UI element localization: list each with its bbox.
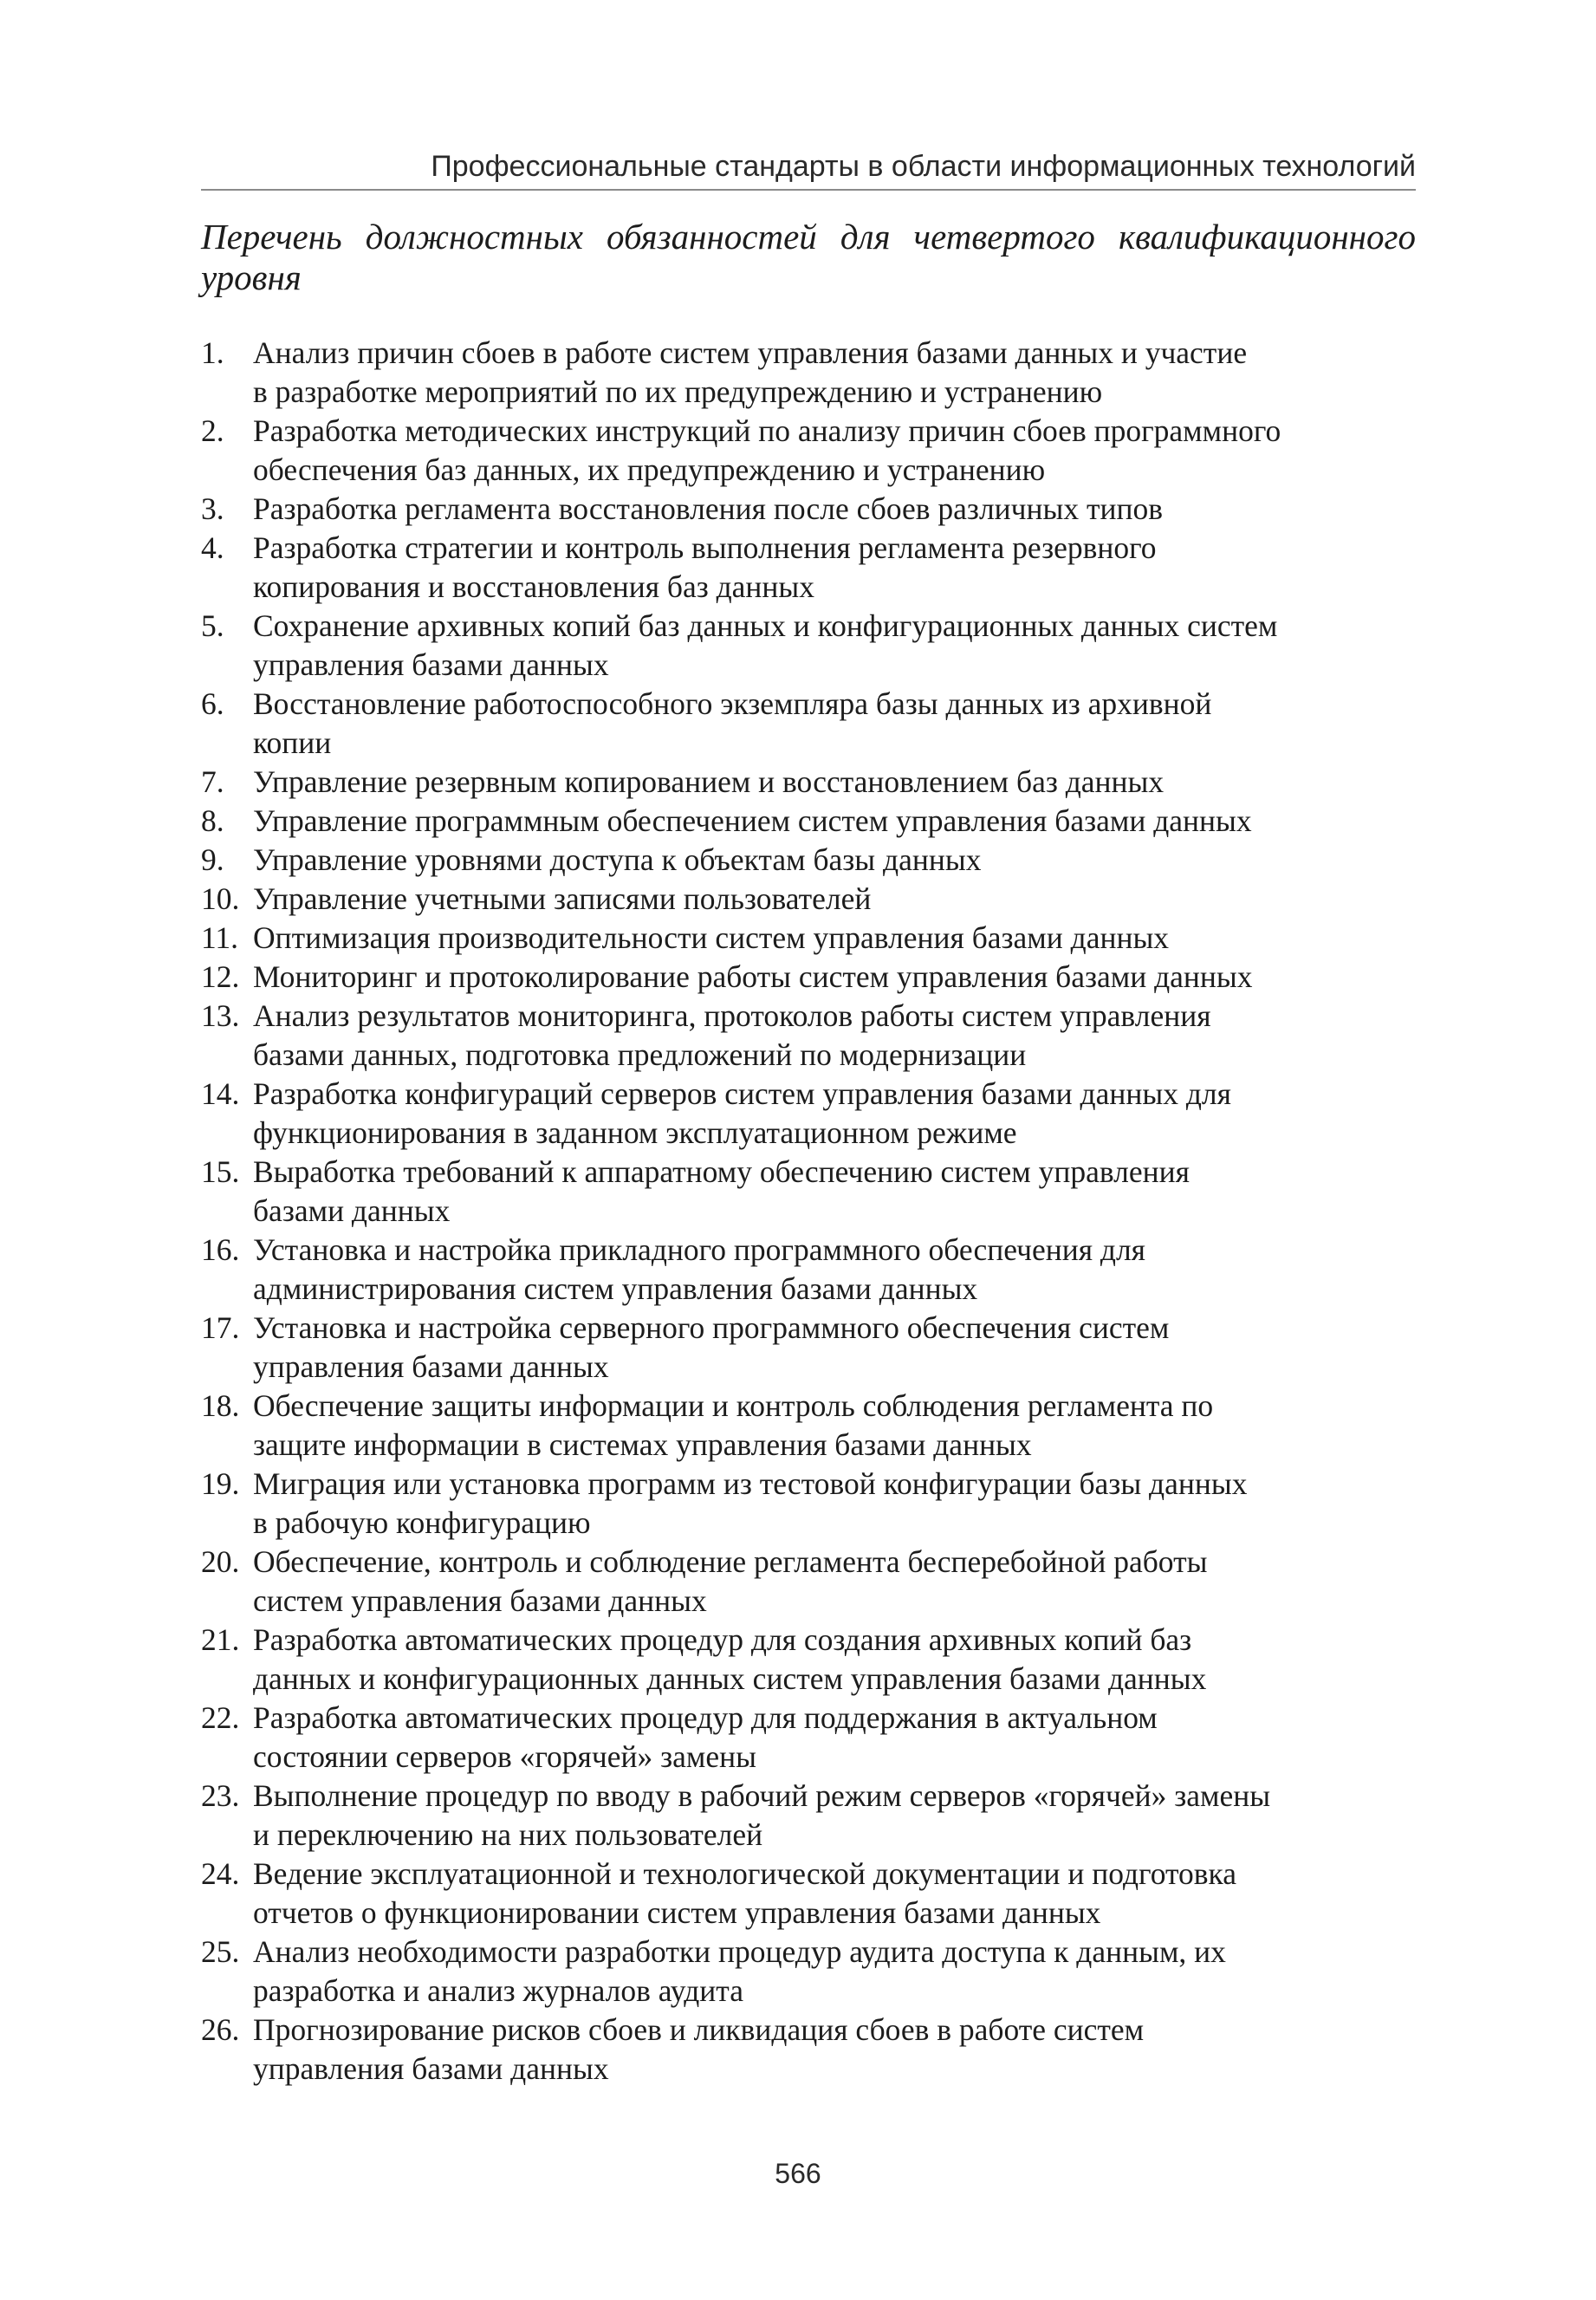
duty-item-line: и переключению на них пользователей — [253, 1817, 763, 1852]
duty-item-line: Выработка требований к аппаратному обеспечению систем управления — [253, 1154, 1190, 1189]
duty-item-text — [253, 1075, 1416, 1153]
duty-item-text — [253, 841, 1416, 880]
duty-item-line: Разработка автоматических процедур для создания архивных копий баз — [253, 1622, 1192, 1657]
duty-item-line: Управление программным обеспечением систем управления базами данных — [253, 803, 1252, 838]
duty-item — [201, 529, 1416, 607]
duty-item-number: 10. — [201, 881, 240, 916]
duty-item-line: управления базами данных — [253, 2051, 609, 2086]
duty-item-text — [253, 1231, 1416, 1309]
duty-item-line: Мониторинг и протоколирование работы систем управления базами данных — [253, 959, 1253, 994]
duty-item — [201, 1465, 1416, 1543]
duty-item-number: 26. — [201, 2012, 240, 2047]
duty-item-line: в разработке мероприятий по их предупреждению и устранению — [253, 374, 1103, 409]
duty-item-line: базами данных — [253, 1193, 451, 1228]
duty-item-text — [253, 919, 1416, 958]
duty-item-number: 3. — [201, 491, 224, 526]
duty-item — [201, 607, 1416, 685]
duty-item-text — [253, 334, 1416, 412]
duty-item-line: управления базами данных — [253, 1349, 609, 1384]
duty-item-number: 9. — [201, 842, 224, 877]
duty-item-text — [253, 1699, 1416, 1777]
duty-item-line: Обеспечение, контроль и соблюдение регламента бесперебойной работы — [253, 1544, 1208, 1579]
duty-item-number: 20. — [201, 1544, 240, 1579]
duty-item-line: Управление уровнями доступа к объектам базы данных — [253, 842, 982, 877]
duty-item — [201, 1699, 1416, 1777]
duty-item-text — [253, 1933, 1416, 2011]
duty-item — [201, 802, 1416, 841]
duty-item-line: Обеспечение защиты информации и контроль соблюдения регламента по — [253, 1388, 1214, 1423]
duty-item — [201, 1543, 1416, 1621]
duty-item-line: Оптимизация производительности систем управления базами данных — [253, 920, 1170, 955]
duty-item-number: 21. — [201, 1622, 240, 1657]
duty-item-number: 11. — [201, 920, 239, 955]
duty-item — [201, 334, 1416, 412]
duty-item-number: 12. — [201, 959, 240, 994]
duty-item-line: копирования и восстановления баз данных — [253, 569, 815, 604]
duty-item-number: 19. — [201, 1466, 240, 1501]
duty-item-line: Разработка автоматических процедур для поддержания в актуальном — [253, 1700, 1158, 1735]
duty-item — [201, 997, 1416, 1075]
duties-list — [201, 334, 1416, 2089]
duty-item-number: 8. — [201, 803, 224, 838]
duty-item-line: управления базами данных — [253, 647, 609, 682]
duty-item-line: Ведение эксплуатационной и технологической документации и подготовка — [253, 1856, 1236, 1891]
duty-item-line: Восстановление работоспособного экземпляра базы данных из архивной — [253, 686, 1212, 721]
duty-item-line: Управление учетными записями пользователей — [253, 881, 872, 916]
duty-item — [201, 841, 1416, 880]
duty-item-number: 23. — [201, 1778, 240, 1813]
duty-item-line: Выполнение процедур по вводу в рабочий режим серверов «горячей» замены — [253, 1778, 1271, 1813]
duty-item-line: Управление резервным копированием и восстановлением баз данных — [253, 764, 1165, 799]
duty-item-line: Сохранение архивных копий баз данных и конфигурационных данных систем — [253, 608, 1278, 643]
duty-item — [201, 412, 1416, 490]
duty-item-text — [253, 1621, 1416, 1699]
duty-item-line: обеспечения баз данных, их предупреждению и устранению — [253, 452, 1046, 487]
duty-item-text — [253, 607, 1416, 685]
duty-item-number: 16. — [201, 1232, 240, 1267]
duty-item — [201, 958, 1416, 997]
duty-item — [201, 1777, 1416, 1855]
duty-item-number: 24. — [201, 1856, 240, 1891]
duty-item-number: 17. — [201, 1310, 240, 1345]
page-number: 566 — [775, 2158, 821, 2189]
duty-item — [201, 1387, 1416, 1465]
duty-item-line: администрирования систем управления базами данных — [253, 1271, 978, 1306]
duty-item — [201, 490, 1416, 529]
duty-item-line: Установка и настройка прикладного программного обеспечения для — [253, 1232, 1146, 1267]
duty-item — [201, 1153, 1416, 1231]
duty-item-line: базами данных, подготовка предложений по модернизации — [253, 1037, 1027, 1072]
duty-item-line: Прогнозирование рисков сбоев и ликвидация сбоев в работе систем — [253, 2012, 1145, 2047]
duty-item-number: 6. — [201, 686, 224, 721]
duty-item-text — [253, 2011, 1416, 2089]
duty-item-line: копии — [253, 725, 332, 760]
duty-item-text — [253, 1777, 1416, 1855]
duty-item-number: 14. — [201, 1076, 240, 1111]
duty-item-line: Разработка конфигураций серверов систем управления базами данных для — [253, 1076, 1231, 1111]
duty-item-number: 7. — [201, 764, 224, 799]
duty-item-number: 18. — [201, 1388, 240, 1423]
duty-item-number: 22. — [201, 1700, 240, 1735]
duty-item — [201, 685, 1416, 763]
duty-item-line: разработка и анализ журналов аудита — [253, 1973, 743, 2008]
duty-item-text — [253, 1465, 1416, 1543]
duty-item — [201, 1621, 1416, 1699]
duty-item-line: Анализ причин сбоев в работе систем управления базами данных и участие — [253, 335, 1248, 370]
duty-item-number: 25. — [201, 1934, 240, 1969]
duty-item — [201, 919, 1416, 958]
duty-item-number: 1. — [201, 335, 224, 370]
duty-item-text — [253, 529, 1416, 607]
duty-item-line: Анализ результатов мониторинга, протоколов работы систем управления — [253, 998, 1211, 1033]
duty-item-line: данных и конфигурационных данных систем управления базами данных — [253, 1661, 1207, 1696]
duty-item-line: защите информации в системах управления базами данных — [253, 1427, 1032, 1462]
duty-item — [201, 2011, 1416, 2089]
duty-item — [201, 1231, 1416, 1309]
duty-item-text — [253, 1309, 1416, 1387]
duty-item-line: Разработка методических инструкций по анализу причин сбоев программного — [253, 413, 1281, 448]
duty-item-line: в рабочую конфигурацию — [253, 1505, 591, 1540]
duty-item — [201, 1075, 1416, 1153]
header-divider — [201, 189, 1416, 191]
duty-item-number: 2. — [201, 413, 224, 448]
duty-item-line: Разработка стратегии и контроль выполнения регламента резервного — [253, 530, 1157, 565]
section-title: Перечень должностных обязанностей для четвертого квалификационного уровня — [201, 217, 1416, 297]
duty-item-line: Установка и настройка серверного программного обеспечения систем — [253, 1310, 1170, 1345]
duty-item-text — [253, 685, 1416, 763]
duty-item-line: Анализ необходимости разработки процедур аудита доступа к данным, их — [253, 1934, 1226, 1969]
duty-item-number: 4. — [201, 530, 224, 565]
duty-item-text — [253, 880, 1416, 919]
duty-item-text — [253, 412, 1416, 490]
running-header: Профессиональные стандарты в области информационных технологий — [431, 150, 1416, 183]
duty-item — [201, 1309, 1416, 1387]
duty-item-line: отчетов о функционировании систем управления базами данных — [253, 1895, 1101, 1930]
duty-item-line: состоянии серверов «горячей» замены — [253, 1739, 756, 1774]
duty-item-text — [253, 1855, 1416, 1933]
duty-item-number: 13. — [201, 998, 240, 1033]
duty-item — [201, 1855, 1416, 1933]
duty-item-text — [253, 763, 1416, 802]
duty-item — [201, 880, 1416, 919]
duty-item-text — [253, 1543, 1416, 1621]
duty-item-number: 15. — [201, 1154, 240, 1189]
duty-item — [201, 1933, 1416, 2011]
duty-item — [201, 763, 1416, 802]
duty-item-text — [253, 958, 1416, 997]
duty-item-text — [253, 802, 1416, 841]
duty-item-number: 5. — [201, 608, 224, 643]
duty-item-text — [253, 1153, 1416, 1231]
duty-item-line: Миграция или установка программ из тестовой конфигурации базы данных — [253, 1466, 1248, 1501]
duty-item-line: Разработка регламента восстановления после сбоев различных типов — [253, 491, 1164, 526]
duty-item-text — [253, 997, 1416, 1075]
duty-item-line: систем управления базами данных — [253, 1583, 707, 1618]
duty-item-text — [253, 490, 1416, 529]
duty-item-line: функционирования в заданном эксплуатационном режиме — [253, 1115, 1017, 1150]
duty-item-text — [253, 1387, 1416, 1465]
